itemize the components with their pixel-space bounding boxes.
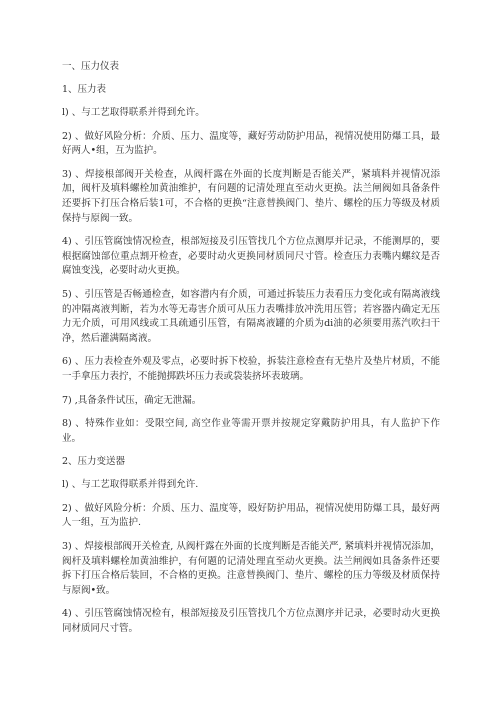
transmitter-heading: 2、压力变送器 (62, 456, 126, 468)
gauge-item-6: 6) 、压力表检查外观及零点，必要时拆下校验，拆装注意检查有无垫片及垫片材质，不能一手拿压力表拧，不能抛掷跌坏压力表或袋装挤坏表玻璃。 (62, 356, 440, 382)
gauge-item-2: 2) 、做好风险分析：介质、压力、温度等，藏好劳动防护用品，视情况使用防爆工具，最好两人•组，互为监护。 (62, 130, 440, 157)
gauge-item-7: 7) ,具备条件试压，确定无泄漏。 (62, 394, 202, 406)
gauge-item-4: 4) 、引压管腐蚀情况检查，根部短接及引压管找几个方位点测厚并记录，不能测厚的，要根据腐蚀部位重点割开检查，必要时动火更换同材质同尺寸管。检查压力表嘴内螺纹是否腐蚀变浅，必要时动火更换。 (62, 236, 440, 277)
gauge-item-5: 5) 、引压管是否畅通检查，如容潜内有介质，可通过拆装压力表看压力变化或有隔离液线的冲隔离液判断，若为水等无毒害介质可从压力表嘴排放冲洗用压管；若容器内确定无压力无介质，可用风线或工具疏通引压管，有隔离液罐的介质为di油的必须要用蒸汽吹扫干净，然后灌满隔离液。 (62, 288, 440, 344)
gauge-heading: 1、压力表 (62, 84, 107, 95)
transmitter-item-1: l) 、与工艺取得联系并得到允许. (62, 479, 199, 491)
gauge-item-1: l) 、与工艺取得联系并得到允许。 (62, 107, 205, 118)
section-title: 一、压力仪表 (62, 61, 120, 72)
transmitter-item-3: 3) 、焊接根部阀开关检査, 从阀杆露在外面的长度判断是否能关严, 紧填料并视情况添加，阀杆及填料螺栓加黄油维护，有何题的记清处理直至动火更换。法兰闸阀如具备条件还要拆下打压合格后装回，不合格的更换。注意替换阀门、垫片、螺栓的压力等级及材质保持与原阀•致。 (62, 541, 440, 596)
gauge-item-3: 3) 、焊接根部阀开关检查，从阀杆露在外面的长度判断是否能关严，紧填料并视情况添加，阀杆及填料螺栓加黄油维护，有问题的记清处理直至动火更换。法兰闸阀如具备条件还要拆下打压合格后装1可，不合格的更换“注意替换阀门、垫片、螺栓的压力等级及材质保持与原阀一致。 (62, 168, 440, 224)
transmitter-item-4: 4) 、引压管腐蚀情况检有，根部短接及引压管找几个方位点测序并记录，必要时动火更换同材质同尺寸管。 (62, 608, 440, 635)
transmitter-item-2: 2) 、做好风险分析：介质、压力、温度等，殴好防护用品，视情况使用防爆工具，最好两人一组，互为监护. (62, 502, 440, 529)
document-body (62, 60, 440, 645)
gauge-item-8: 8) 、特殊作业如：受限空间, 高空作业等需开票并按规定穿戴防护用具，有人监护下作业。 (62, 418, 440, 444)
